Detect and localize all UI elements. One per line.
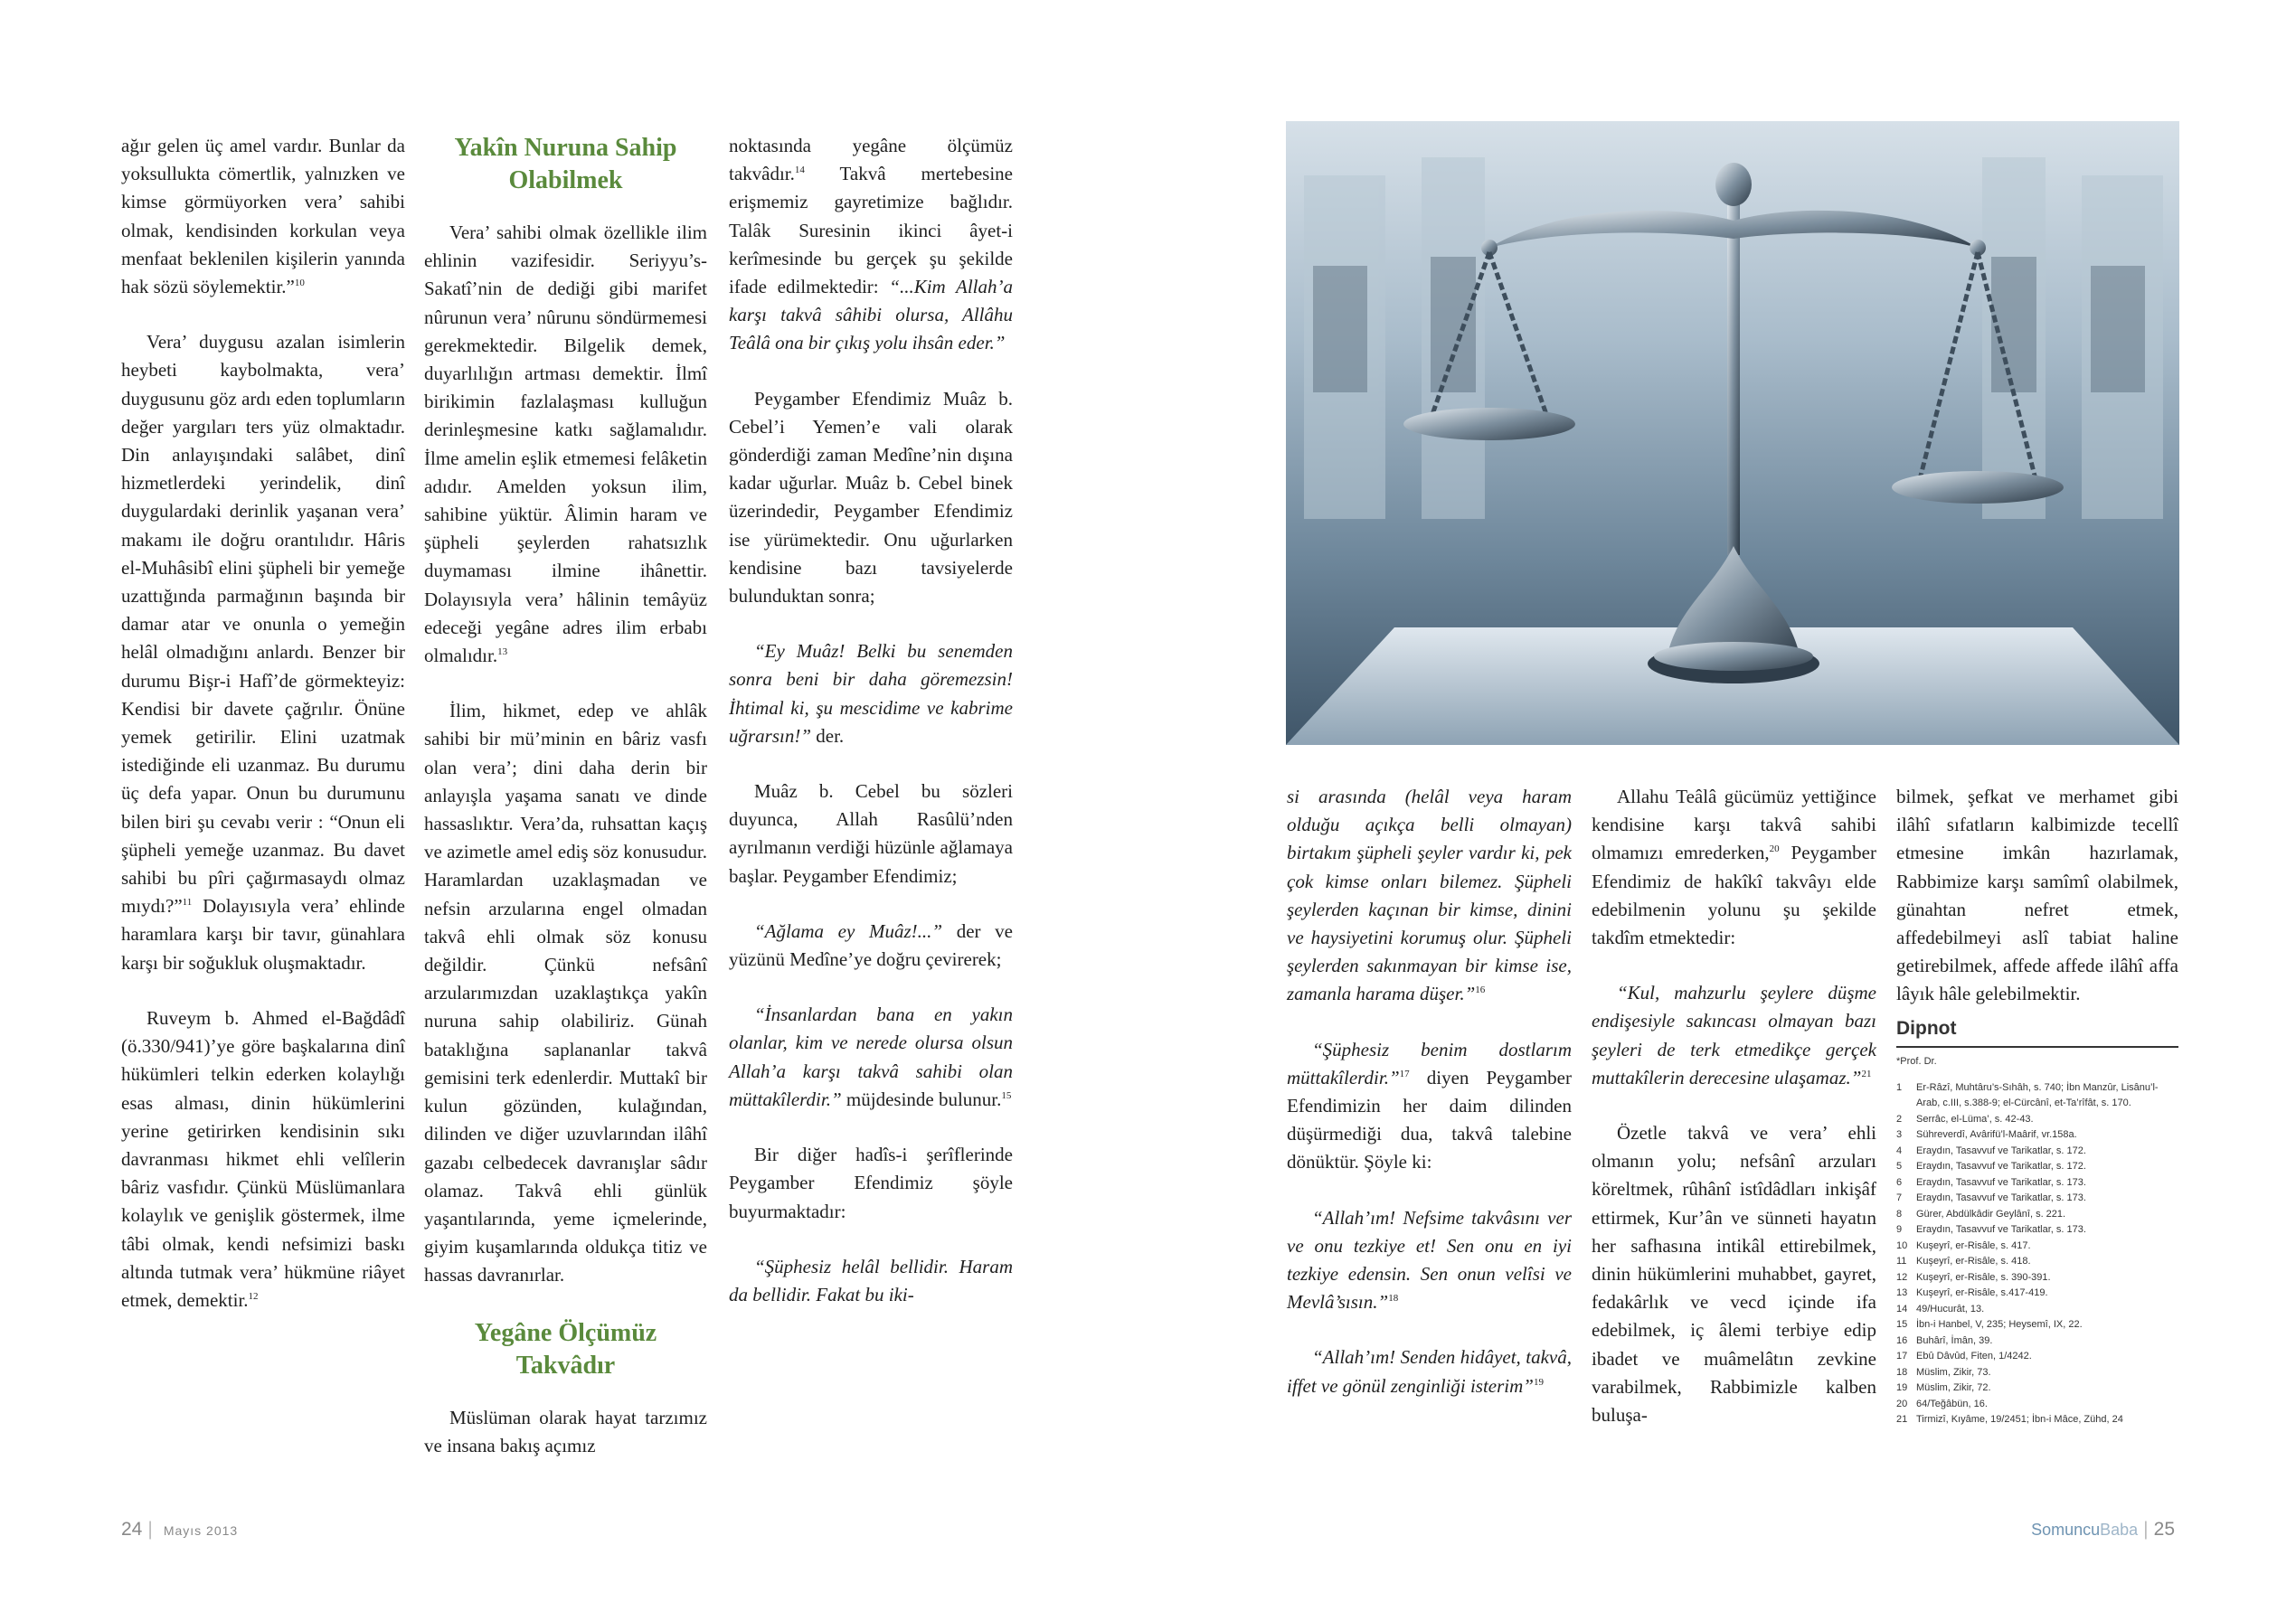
footnote-number: 8	[1896, 1208, 1903, 1220]
footnote-text: Kuşeyrî, er-Risâle, s. 390-391.	[1916, 1271, 2051, 1283]
footnote-number: 10	[1896, 1239, 1908, 1251]
footnote-text: Buhârî, İmân, 39.	[1916, 1334, 1993, 1346]
footnote-text: 49/Hucurât, 13.	[1916, 1303, 1985, 1315]
footnote-number: 15	[1896, 1319, 1908, 1331]
footnote-ref[interactable]: 18	[1388, 1293, 1399, 1305]
footnote-text: Er-Râzî, Muhtâru’s-Sıhâh, s. 740; İbn Manzûr, Lisânu’l-Arab, c.III, s.388-9; el-Cürcânî, et-Ta’rîfât, s. 170.	[1916, 1081, 2159, 1109]
footnote-item	[1896, 1112, 2178, 1128]
footnote-text: Tirmizî, Kıyâme, 19/2451; İbn-i Mâce, Zühd, 24	[1916, 1414, 2123, 1426]
footnote-ref[interactable]: 15	[1001, 1089, 1012, 1101]
magazine-brand: Somuncu	[2031, 1521, 2101, 1539]
footnote-ref[interactable]: 11	[182, 897, 193, 909]
footnote-text: Kuşeyrî, er-Risâle, s. 418.	[1916, 1256, 2031, 1267]
article-column-2: Yakîn Nuruna Sahip Olabilmek Vera’ sahibi olmak özellikle ilim ehlinin vazifesidir. Seriyyu’s-Sakatî’nin de dediği gibi marifet nûrunun vera’ nûrunu söndürmemesi gerekmektedir. Bilgelik demek, duyarlılığın artması demektir. İlmî birikimin fazlalaşması kulluğun derinleşmesine katkı sağlamalıdır. İlme amelin eşlik etmemesi felâketin adıdır. Amelden yoksun ilim, sahibine yüktür. Âlimin haram ve şüpheli şeylerden rahatsızlık duymaması ilmine ihânettir. Dolayısıyla vera’ hâlinin temâyüz edeceği yegâne adres ilim erbabı olmalıdır.$^{13}$ İlim, hikmet, edep ve ahlâk sahibi bir mü’minin en bâriz vasfı olan vera’; dini daha derin bir anlayışla yaşama sanatı ve dinde hassaslıktır. Vera’da, ruhsattan kaçış ve azimetle amel ediş söz konusudur. Haramlardan uzaklaşmadan ve nefsin arzularına engel olmadan takvâ ehli olmak söz konusu değildir. Çünkü nefsânî arzularımızdan uzaklaştıkça yakîn nuruna sahip olabiliriz. Günah bataklığına saplananlar takvâ gemisini terk edenlerdir. Muttakî bir kulun gözünden, kulağından, dilinden ve diğer uzuvlarından ilâhî gazabı celbedecek davranışlar sâdır olamaz. Takvâ ehli günlük yaşantılarında, yeme içmelerinde, giyim kuşamlarında oldukça titiz ve hassas davranırlar. Yegâne Ölçümüz Takvâdır Müslüman olarak hayat tarzımız ve insana bakış açımız	[424, 134, 707, 1456]
footnote-list	[1896, 1080, 2178, 1428]
footnote-item	[1896, 1349, 2178, 1365]
footnote-number: 2	[1896, 1113, 1903, 1125]
footnote-number: 6	[1896, 1176, 1903, 1188]
footnote-item	[1896, 1286, 2178, 1302]
footnote-number: 9	[1896, 1224, 1903, 1236]
footnote-ref[interactable]: 13	[497, 646, 508, 658]
footer-divider: |	[2143, 1519, 2149, 1540]
footnote-number: 3	[1896, 1129, 1903, 1141]
footnote-number: 14	[1896, 1303, 1908, 1315]
section-heading: Yegâne Ölçümüz Takvâdır	[474, 1318, 657, 1380]
footnote-text: Eraydın, Tasavvuf ve Tarikatlar, s. 172.	[1916, 1161, 2086, 1173]
footnote-number: 17	[1896, 1351, 1908, 1362]
footnote-number: 12	[1896, 1271, 1908, 1283]
footnotes-heading: Dipnot	[1896, 1017, 1957, 1039]
article-column-6: bilmek, şefkat ve merhamet gibi ilâhî sıfatların kalbimizde tecellî etmesine imkân hazırlamak, Rabbimize karşı samîmî olabilmek, günahtan nefret etmek, affedebilmeyi aslî tabiat haline getirebilmek, affede affede ilâhî affa lâyık hâle gelebilmektir. Dipnot *Prof. Dr. 1 Er-Râzî, Muhtâru’s-Sıhâh, s. 740; İbn Manzûr, Lisânu’l-Arab, c.III, s.388-9; el-Cürcânî, et-Ta’rîfât, s. 170. 2 Serrâc, el-Lüma’, s. 42-43. 3 Sühreverdî, Avârifü’l-Maârif, vr.158a. 4 Eraydın, Tasavvuf ve Tarikatlar, s. 172. 5 Eraydın, Tasavvuf ve Tarikatlar, s. 172. 6 Eraydın, Tasavvuf ve Tarikatlar, s. 173. 7 Eraydın, Tasavvuf ve Tarikatlar, s. 173. 8 Gürer, Abdülkâdir Geylânî, s. 221. 9 Eraydın, Tasavvuf ve Tarikatlar, s. 173. 10 Kuşeyrî, er-Risâle, s. 417. 11 Kuşeyrî, er-Risâle, s. 418. 12 Kuşeyrî, er-Risâle, s. 390-391. 13 Kuşeyrî, er-Risâle, s.417-419. 14 49/Hucurât, 13. 15 İbn-i Hanbel, V, 235; Heysemî, IX, 22. 16 Buhârî, İmân, 39. 17 Ebû Dâvûd, Fiten, 1/4242. 18 Müslim, Zikir, 73. 19 Müslim, Zikir, 72. 20 64/Teğâbün, 16. 21 Tirmizî, Kıyâme, 19/2451; İbn-i Mâce, Zühd, 24	[1896, 783, 2178, 1428]
footnote-ref[interactable]: 17	[1399, 1068, 1410, 1079]
footnote-item	[1896, 1333, 2178, 1350]
footnote-number: 20	[1896, 1398, 1908, 1409]
footnote-ref[interactable]: 16	[1475, 985, 1486, 996]
footnote-item	[1896, 1317, 2178, 1333]
footnote-text: Ebû Dâvûd, Fiten, 1/4242.	[1916, 1351, 2032, 1362]
footnote-item	[1896, 1239, 2178, 1255]
footnote-item	[1896, 1191, 2178, 1207]
footnote-ref[interactable]: 19	[1533, 1376, 1544, 1388]
footnote-item	[1896, 1080, 2178, 1112]
article-column-5: Allahu Teâlâ gücümüz yettiğince kendisine karşı takvâ sahibi olmamızı emrederken,$^{20}$ Peygamber Efendimiz de hakîkî takvâyı elde edebilmenin yolunu şu şekilde takdîm etmektedir: “Kul, mahzurlu şeylere düşme endişesiyle sakıncası olmayan bazı şeyleri de terk etmedikçe gerçek muttakîlerin derecesine ulaşamaz.”$^{21}$ Özetle takvâ ve vera’ ehli olmanın yolu; nefsânî arzuları köreltmek, rûhânî istîdâdları inkişâf ettirmek, Kur’ân ve sünneti hayatın her safhasına intikâl ettirebilmek, dinin hükümlerini muhabbet, gayret, fedakârlık ve vecd içinde ifa edebilmek, iç âlemi terbiye edip ibadet ve muâmelâtın zevkine varabilmek, Rabbimizle kalben buluşa-	[1592, 786, 1876, 1427]
footnote-text: Eraydın, Tasavvuf ve Tarikatlar, s. 173.	[1916, 1192, 2086, 1204]
author-note: *Prof. Dr.	[1896, 1055, 1937, 1067]
footnote-number: 1	[1896, 1081, 1903, 1093]
footnote-ref[interactable]: 21	[1861, 1068, 1872, 1079]
page-number: 24	[121, 1519, 143, 1540]
footnote-item	[1896, 1175, 2178, 1192]
footnote-number: 7	[1896, 1192, 1903, 1204]
footnote-text: Müslim, Zikir, 72.	[1916, 1382, 1991, 1394]
footnote-text: Sühreverdî, Avârifü’l-Maârif, vr.158a.	[1916, 1129, 2077, 1141]
page-number: 25	[2153, 1519, 2175, 1540]
footnote-number: 11	[1896, 1256, 1907, 1267]
footnote-number: 16	[1896, 1334, 1908, 1346]
footnote-item	[1896, 1222, 2178, 1239]
footnote-number: 19	[1896, 1382, 1908, 1394]
left-page-footer	[121, 1519, 238, 1541]
footnote-text: Eraydın, Tasavvuf ve Tarikatlar, s. 172.	[1916, 1145, 2086, 1156]
footnote-item	[1896, 1381, 2178, 1397]
footnote-item	[1896, 1302, 2178, 1318]
footnote-number: 21	[1896, 1414, 1908, 1426]
section-heading: Yakîn Nuruna Sahip Olabilmek	[454, 134, 677, 194]
article-column-3: noktasında yegâne ölçümüz takvâdır.$^{14}$ Takvâ mertebesine erişmemiz gayretimize bağlıdır. Talâk Suresinin ikinci âyet-i kerîmesinde bu gerçek şu şekilde ifade edilmektedir: “...Kim Allah’a karşı takvâ sâhibi olursa, Allâhu Teâlâ ona bir çıkış yolu ihsân eder.” Peygamber Efendimiz Muâz b. Cebel’i Yemen’e vali olarak gönderdiği zaman Medîne’nin dışına kadar uğurlar. Muâz b. Cebel binek üzerindedir, Peygamber Efendimiz ise yürümektedir. Onu uğurlarken kendisine bazı tavsiyelerde bulunduktan sonra; “Ey Muâz! Belki bu senemden sonra beni bir daha göremezsin! İhtimal ki, şu mescidime ve kabrime uğrarsın!” der. Muâz b. Cebel bu sözleri duyunca, Allah Rasûlü’nden ayrılmanın verdiği hüzünle ağlamaya başlar. Peygamber Efendimiz; “Ağlama ey Muâz!...” der ve yüzünü Medîne’ye doğru çevirerek; “İnsanlardan bana en yakın olanlar, kim ve nerede olursa olsun Allah’a karşı takvâ sahibi olan müttakîlerdir.” müjdesinde bulunur.$^{15}$ Bir diğer hadîs-i şerîflerinde Peygamber Efendimiz şöyle buyurmaktadır: “Şüphesiz helâl bellidir. Haram da bellidir. Fakat bu iki-	[729, 135, 1013, 1305]
footnote-number: 5	[1896, 1161, 1903, 1173]
footnote-text: Eraydın, Tasavvuf ve Tarikatlar, s. 173.	[1916, 1224, 2086, 1236]
footnote-text: Gürer, Abdülkâdir Geylânî, s. 221.	[1916, 1208, 2066, 1220]
footnote-text: 64/Teğâbün, 16.	[1916, 1398, 1988, 1409]
footnote-ref[interactable]: 14	[794, 165, 805, 176]
footnote-ref[interactable]: 12	[248, 1290, 259, 1302]
footnote-ref[interactable]: 20	[1769, 843, 1780, 855]
footnote-item	[1896, 1144, 2178, 1160]
footnote-text: Eraydın, Tasavvuf ve Tarikatlar, s. 173.	[1916, 1176, 2086, 1188]
scales-of-justice-photo	[1286, 121, 2179, 745]
footnote-item	[1896, 1159, 2178, 1175]
footnote-text: Kuşeyrî, er-Risâle, s. 417.	[1916, 1239, 2031, 1251]
footnote-item	[1896, 1254, 2178, 1270]
footnote-text: İbn-i Hanbel, V, 235; Heysemî, IX, 22.	[1916, 1319, 2083, 1331]
footnote-number: 13	[1896, 1287, 1908, 1299]
scales-of-justice-icon	[1286, 121, 2179, 745]
footnote-item	[1896, 1397, 2178, 1413]
footnote-text: Kuşeyrî, er-Risâle, s.417-419.	[1916, 1287, 2048, 1299]
right-page-footer	[2031, 1519, 2175, 1541]
footer-divider: |	[147, 1519, 153, 1540]
footnote-number: 4	[1896, 1145, 1903, 1156]
article-column-4: si arasında (helâl veya haram olduğu açıkça belli olmayan) birtakım şüpheli şeyler vardır ki, pek çok kimse onları bilemez. Şüpheli şeylerden kaçınan bir kimse, dinini ve haysiyetini korumuş olur. Şüpheli şeylerden sakınmayan bir kimse ise, zamanla harama düşer.”$^{16}$ “Şüphesiz benim dostlarım müttakîlerdir.”$^{17}$ diyen Peygamber Efendimizin her daim dilinden düşürmediği dua, takvâ talebine dönüktür. Şöyle ki: “Allah’ım! Nefsime takvâsını ver ve onu tezkiye et! Sen onu en iyi tezkiye edensin. Sen onun velîsi ve Mevlâ’sısın.”$^{18}$ “Allah’ım! Senden hidâyet, takvâ, iffet ve gönül zenginliği isterim”$^{19}$	[1287, 786, 1572, 1397]
magazine-brand: Baba	[2100, 1521, 2139, 1539]
footnote-item	[1896, 1365, 2178, 1381]
footnote-item	[1896, 1412, 2178, 1428]
footnote-item	[1896, 1127, 2178, 1144]
footnote-ref[interactable]: 10	[294, 278, 305, 289]
issue-date: Mayıs 2013	[163, 1523, 239, 1538]
footnote-number: 18	[1896, 1366, 1908, 1378]
article-column-1: ağır gelen üç amel vardır. Bunlar da yoksullukta cömertlik, yalnızken ve kimse görmüyorken vera’ sahibi olmak, kendisinden korkulan veya menfaat beklenilen kişilerin yanında hak sözü söylemektir.”$^{10}$ Vera’ duygusu azalan isimlerin heybeti kaybolmakta, vera’ duygusunu göz ardı eden toplumların değer yargıları ters yüz olmaktadır. Din anlayışındaki salâbet, dinî hizmetlerdeki yerindelik, dinî duygulardaki derinlik yaşanan vera’ makamı ile doğru orantılıdır. Hâris el-Muhâsibî elini şüpheli bir yemeğe uzattığında parmağının başında bir damar atar ve onunla o yemeğin helâl olmadığını anlardı. Benzer bir durumu Bişr-i Hafî’de görmekteyiz: Kendisi bir davete çağrılır. Önüne yemek getirilir. Elini uzatmak istediğinde eli uzanmaz. Bu durumu üç defa yapar. Onun bu durumunu bilen biri şu cevabı verir : “Onun eli şüpheli yemeğe uzanmaz. Bu davet sahibi bu pîri çağırmasaydı olmaz mıydı?”$^{11}$ Dolayısıyla vera’ ehlinde haramlara karşı bir tavır, günahlara karşı bir soğukluk oluşmaktadır. Ruveym b. Ahmed el-Bağdâdî (ö.330/941)’ye göre başkalarına dinî hükümleri telkin ederken kolaylığı esas alması, dinin hükümlerini yerine getirirken kendisinin sıkı davranması hikmet ehli velîlerin bâriz vasfıdır. Çünkü Müslümanlara kolaylık ve genişlik göstermek, ilme tâbi olmak, kendi nefsimizi baskı altında tutmak vera’ hükmüne riâyet etmek, demektir.$^{12}$	[121, 135, 405, 1311]
footnotes-divider	[1896, 1046, 2178, 1048]
footnote-item	[1896, 1207, 2178, 1223]
footnote-item	[1896, 1270, 2178, 1286]
footnote-text: Serrâc, el-Lüma’, s. 42-43.	[1916, 1113, 2034, 1125]
footnote-text: Müslim, Zikir, 73.	[1916, 1366, 1991, 1378]
